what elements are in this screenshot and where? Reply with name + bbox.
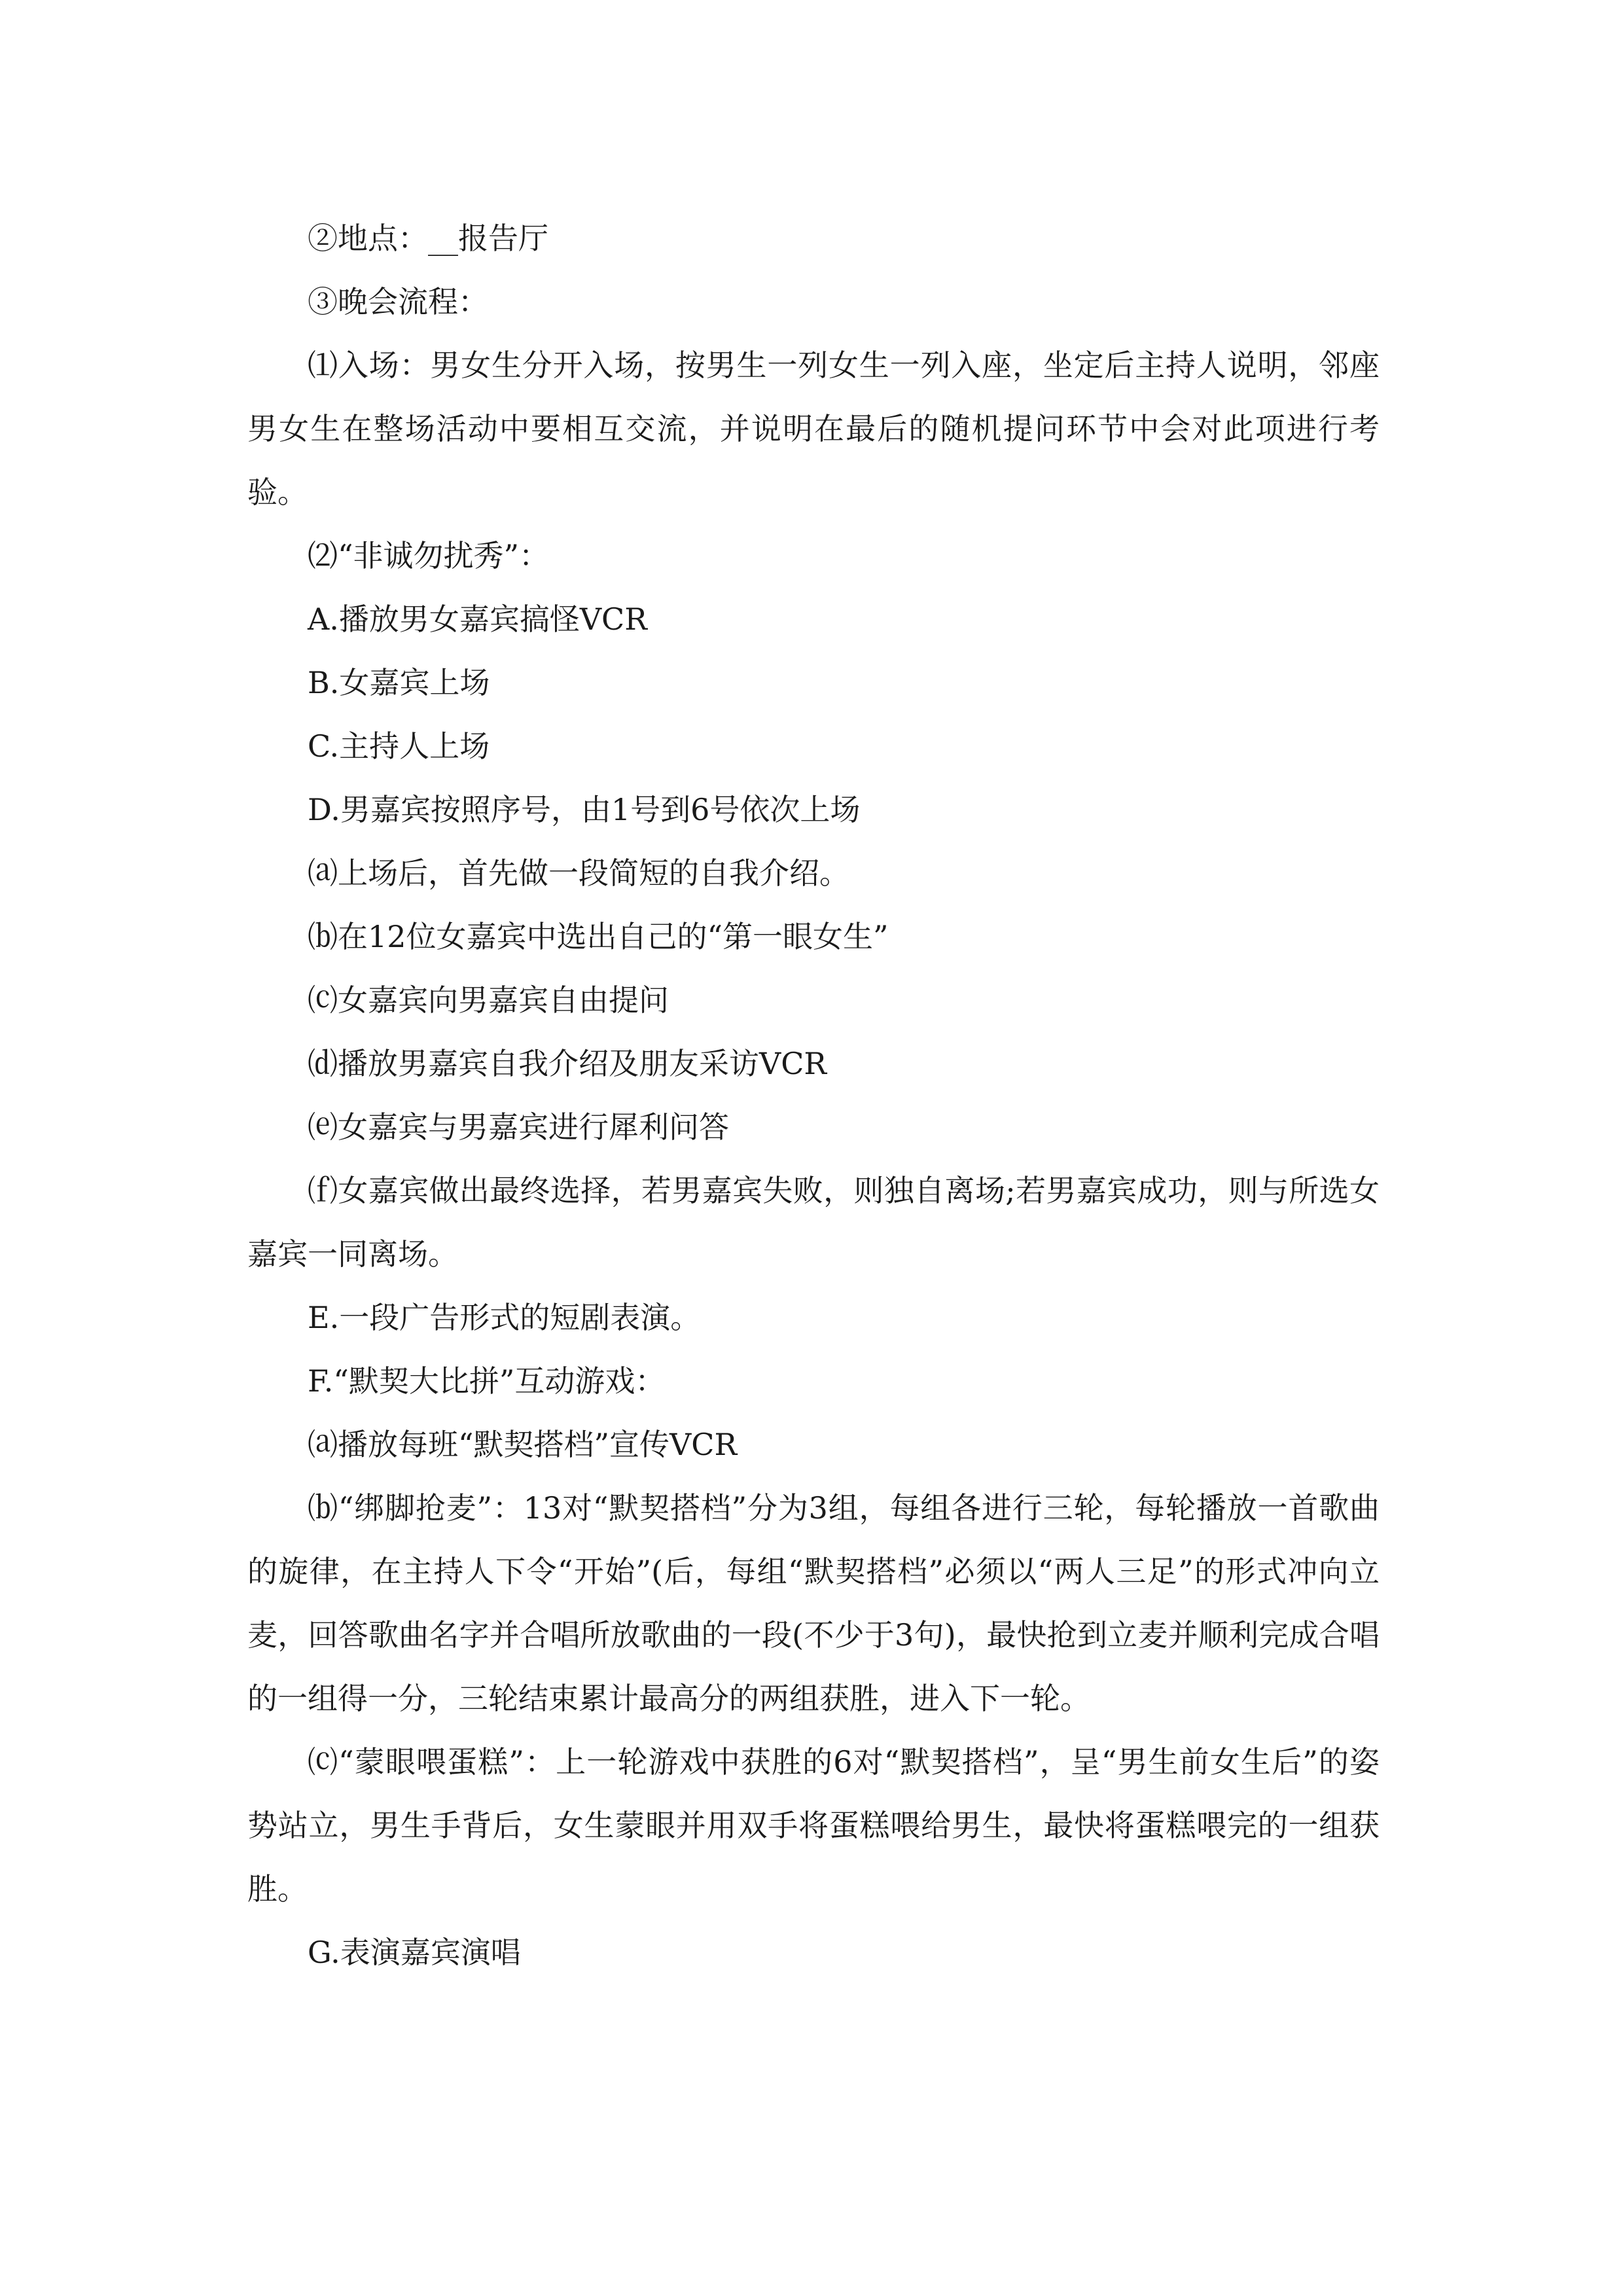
- item-f: F.“默契大比拼”互动游戏：: [308, 1363, 666, 1399]
- item-e: E.一段广告形式的短剧表演。: [308, 1300, 701, 1335]
- show-heading: ⑵“非诚勿扰秀”：: [308, 538, 550, 573]
- sub-item-f: ⒡女嘉宾做出最终选择，若男嘉宾失败，则独自离场;若男嘉宾成功，则与所选女嘉宾一同离场。: [247, 1173, 1380, 1272]
- sub-item-c: ⒞女嘉宾向男嘉宾自由提问: [308, 982, 669, 1018]
- game-sub-item-b: ⒝“绑脚抢麦”：13对“默契搭档”分为3组，每组各进行三轮，每轮播放一首歌曲的旋律，在主持人下令“开始”(后，每组“默契搭档”必须以“两人三足”的形式冲向立麦，回答歌曲名字并合唱所放歌曲的一段(不少于3句)，最快抢到立麦并顺利完成合唱的一组得一分，三轮结束累计最高分的两组获胜，进入下一轮。: [247, 1490, 1380, 1716]
- sub-item-b: ⒝在12位女嘉宾中选出自己的“第一眼女生”: [308, 919, 889, 954]
- document-body: [247, 207, 1380, 1984]
- entry-paragraph: ⑴入场：男女生分开入场，按男生一列女生一列入座，坐定后主持人说明，邻座男女生在整场活动中要相互交流，并说明在最后的随机提问环节中会对此项进行考验。: [247, 348, 1380, 510]
- venue-line: ②地点：__报告厅: [308, 221, 548, 256]
- sub-item-d: ⒟播放男嘉宾自我介绍及朋友采访VCR: [308, 1046, 827, 1081]
- item-b: B.女嘉宾上场: [308, 665, 490, 700]
- item-g: G.表演嘉宾演唱: [308, 1935, 521, 1970]
- sub-item-a: ⒜上场后，首先做一段简短的自我介绍。: [308, 855, 849, 891]
- item-d: D.男嘉宾按照序号，由1号到6号依次上场: [308, 792, 861, 827]
- program-heading: ③晚会流程：: [308, 284, 488, 319]
- item-a: A.播放男女嘉宾搞怪VCR: [308, 601, 647, 637]
- item-c: C.主持人上场: [308, 728, 490, 764]
- game-sub-item-a: ⒜播放每班“默契搭档”宣传VCR: [308, 1427, 738, 1462]
- sub-item-e: ⒠女嘉宾与男嘉宾进行犀利问答: [308, 1109, 729, 1145]
- game-sub-item-c: ⒞“蒙眼喂蛋糕”：上一轮游戏中获胜的6对“默契搭档”，呈“男生前女生后”的姿势站立，男生手背后，女生蒙眼并用双手将蛋糕喂给男生，最快将蛋糕喂完的一组获胜。: [247, 1744, 1380, 1907]
